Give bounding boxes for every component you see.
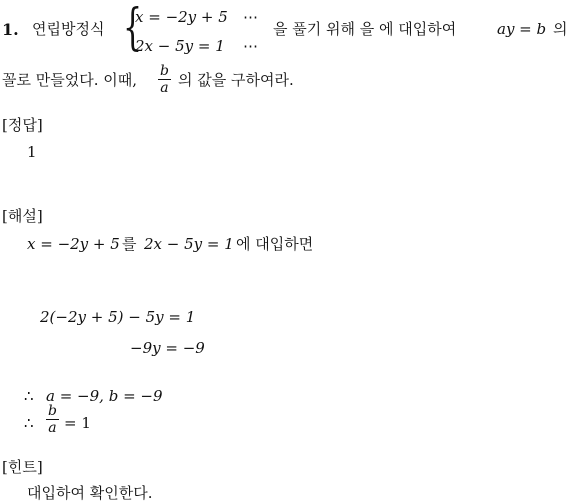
solution-result-2-denominator: a bbox=[48, 420, 57, 436]
hint-text: 대입하여 확인한다. bbox=[27, 484, 153, 502]
solution-result-2-fraction bbox=[46, 404, 59, 435]
solution-result-2-numerator: b bbox=[48, 403, 57, 419]
answer-label: [정답] bbox=[2, 116, 43, 134]
solution-sub-word-2: 에 대입하면 bbox=[236, 235, 314, 253]
problem-lead-text: 연립방정식 bbox=[32, 20, 105, 38]
solution-sub-equation-a: x = −2y + 5 bbox=[27, 235, 120, 253]
problem-number: 1. bbox=[2, 20, 19, 39]
problem-line-2-post: 의 값을 구하여라. bbox=[178, 71, 294, 89]
problem-line-2-pre: 꼴로 만들었다. 이때, bbox=[2, 71, 137, 89]
system-equation-1: x = −2y + 5 bbox=[135, 8, 228, 26]
solution-result-2-equals: = 1 bbox=[64, 414, 91, 432]
problem-fraction-numerator: b bbox=[160, 63, 169, 79]
problem-text-after-system: 을 풀기 위해 을 에 대입하여 bbox=[273, 20, 457, 38]
problem-fraction-denominator: a bbox=[160, 80, 169, 96]
problem-form-expression: ay = b bbox=[497, 20, 547, 38]
solution-calc-step-2: −9y = −9 bbox=[130, 339, 205, 357]
solution-label: [해설] bbox=[2, 207, 43, 225]
problem-fraction bbox=[158, 64, 171, 95]
system-equation-2-marker: ⋯ bbox=[243, 37, 258, 55]
problem-text-of: 의 bbox=[553, 20, 568, 38]
system-equation-1-marker: ⋯ bbox=[243, 8, 258, 26]
system-brace: { bbox=[123, 0, 143, 56]
solution-sub-word-1: 를 bbox=[122, 235, 137, 253]
therefore-symbol-1: ∴ bbox=[24, 387, 34, 405]
answer-value: 1 bbox=[27, 143, 37, 161]
system-equation-2: 2x − 5y = 1 bbox=[135, 37, 225, 55]
solution-result-1: a = −9, b = −9 bbox=[46, 387, 163, 405]
solution-calc-step-1: 2(−2y + 5) − 5y = 1 bbox=[40, 308, 196, 326]
solution-sub-equation-b: 2x − 5y = 1 bbox=[144, 235, 234, 253]
therefore-symbol-2: ∴ bbox=[24, 414, 34, 432]
hint-label: [힌트] bbox=[2, 458, 43, 476]
